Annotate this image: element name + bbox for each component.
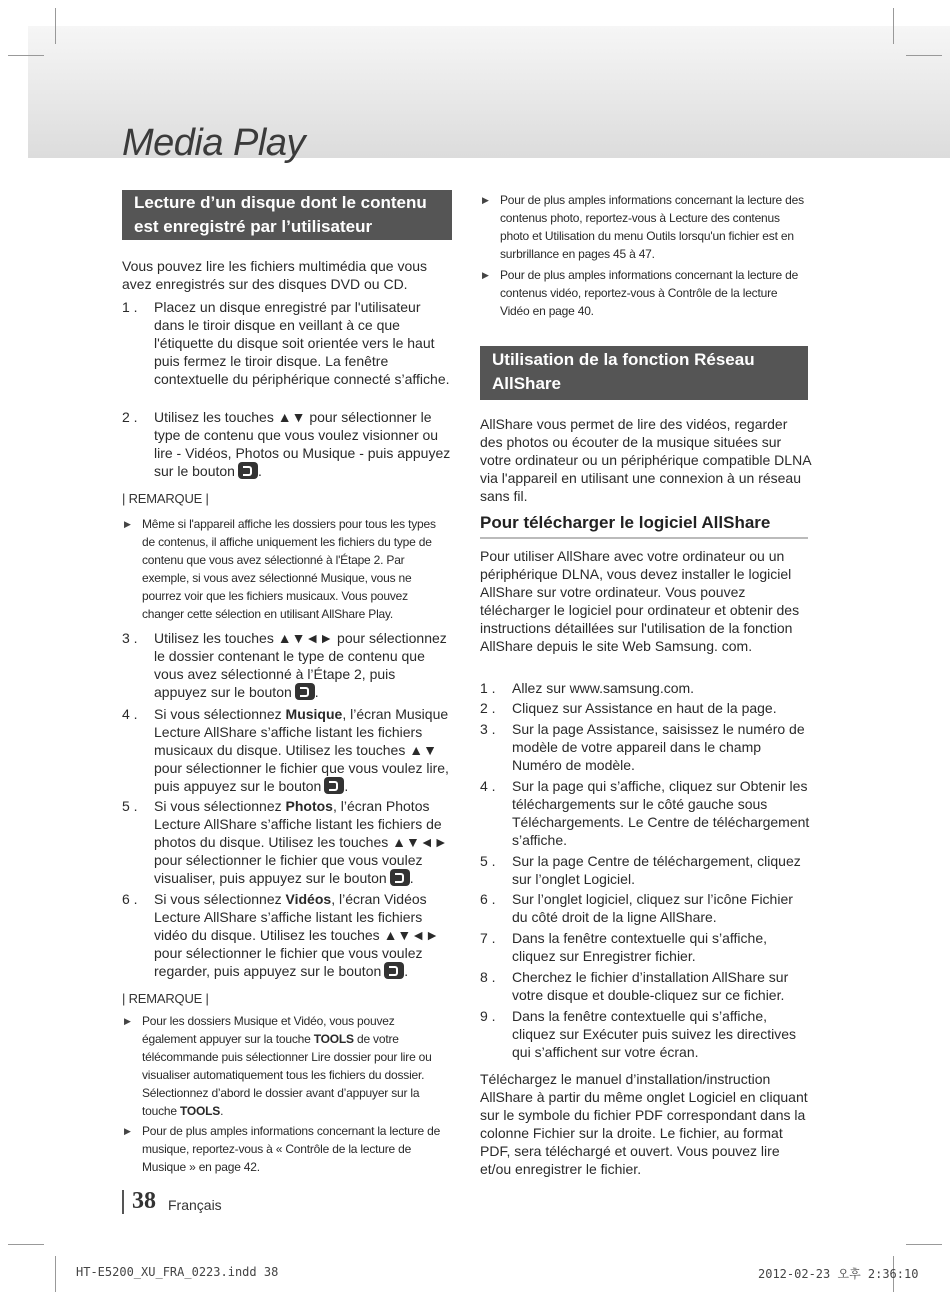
step-text: Cliquez sur Assistance en haut de la page. — [512, 700, 777, 716]
step-number: 4 . — [480, 778, 496, 794]
enter-button-icon — [324, 777, 344, 794]
note-text: Pour de plus amples informations concernant la lecture de contenus vidéo, reportez-vous à Contrôle de la lecture Vidéo en page 40. — [500, 268, 799, 318]
note-item — [482, 191, 808, 265]
triangle-bullet-icon: ▶ — [124, 1016, 131, 1026]
step-3: 3 . Utilisez les touches ▲▼◄► pour sélectionnez le dossier contenant le type de contenu que vous avez sélectionné à l’Étape 2, puis appuyez sur le bouton . — [122, 630, 447, 700]
crop-mark — [906, 55, 942, 56]
closing-paragraph: Téléchargez le manuel d’installation/instruction AllShare à partir du même onglet Logiciel en cliquant sur le symbole du fichier PDF correspondant dans la colonne Fichier sur la droite. Le fichier, au format PDF, sera téléchargé et ouvert. Vous pouvez lire et/ou enregistrer le fichier. — [480, 1071, 808, 1177]
subheading-rule — [480, 537, 808, 539]
step-text: Cherchez le fichier d’installation AllShare sur votre disque et double-cliquez sur ce fichier. — [512, 969, 789, 1003]
note-text: de votre télécommande puis sélectionner Lire dossier pour lire ou visualiser automatiquement tous les fichiers du dossier. Sélectionnez d’abord le dossier avant d’appuyer sur la touche — [142, 1032, 432, 1118]
triangle-bullet-icon: ▶ — [124, 1126, 131, 1136]
step-6: 6 . Si vous sélectionnez Vidéos, l’écran Vidéos Lecture AllShare s’affiche listant les fichiers vidéo du disque. Utilisez les touches ▲▼◄► pour sélectionner le fichier que vous voulez regarder, puis appuyez sur le bouton . — [122, 891, 439, 979]
section-heading-line-2: est enregistré par l’utilisateur — [134, 217, 373, 236]
section-heading-user-disc — [122, 190, 452, 240]
step-number: 8 . — [480, 969, 496, 985]
step-number: 3 . — [122, 630, 138, 646]
note-item — [124, 1122, 450, 1178]
step-text: Utilisez les touches ▲▼ pour sélectionner le type de contenu que vous voulez visionner ou lire - Vidéos, Photos ou Musique - puis appuyez sur le bouton — [154, 409, 451, 479]
step-text: Placez un disque enregistré par l'utilisateur dans le tiroir disque en veillant à ce que l'étiquette du disque soit orientée vers le haut puis fermez le tiroir disque. La fenêtre contextuelle du périphérique connecté s’affiche. — [154, 299, 450, 387]
section-heading-line-2: AllShare — [492, 374, 561, 393]
step-number: 7 . — [480, 930, 496, 946]
step-number: 1 . — [122, 299, 138, 315]
step-text: Si vous sélectionnez — [154, 891, 286, 907]
crop-mark — [906, 1244, 942, 1245]
step-1 — [122, 298, 452, 406]
crop-mark — [55, 1256, 56, 1292]
step-number: 5 . — [122, 798, 138, 814]
enter-button-icon — [384, 962, 404, 979]
step-bold-term: Musique — [285, 706, 343, 722]
print-date-info: 2012-02-23 오후 2:36:10 — [758, 1267, 919, 1281]
download-step-9 — [480, 1007, 812, 1063]
crop-mark — [8, 55, 44, 56]
step-text: Sur la page Assistance, saisissez le numéro de modèle de votre appareil dans le champ Numéro de modèle. — [512, 721, 805, 773]
download-step-7 — [480, 929, 812, 967]
step-number: 6 . — [122, 891, 138, 907]
enter-button-icon — [238, 462, 258, 479]
download-step-4 — [480, 777, 812, 851]
step-number: 9 . — [480, 1008, 496, 1024]
allshare-intro-paragraph: AllShare vous permet de lire des vidéos, regarder des photos ou écouter de la musique situées sur votre ordinateur ou un périphérique compatible DLNA via l'appareil en utilisant une connexion à un réseau sans fil. — [480, 416, 811, 504]
crop-mark — [8, 1244, 44, 1245]
step-2: 2 . Utilisez les touches ▲▼ pour sélectionner le type de contenu que vous voulez visionner ou lire - Vidéos, Photos ou Musique - puis appuyez sur le bouton . — [122, 409, 451, 479]
remark-label: | REMARQUE | — [122, 991, 209, 1006]
step-number: 3 . — [480, 721, 496, 737]
step-number: 6 . — [480, 891, 496, 907]
page-number-bar — [122, 1190, 124, 1214]
note-item — [124, 515, 450, 625]
step-text: Sur l’onglet logiciel, cliquez sur l’icône Fichier du côté droit de la ligne AllShare. — [512, 891, 793, 925]
download-step-5 — [480, 852, 812, 890]
step-bold-term: Vidéos — [285, 891, 332, 907]
download-step-8 — [480, 968, 812, 1006]
step-number: 2 . — [480, 700, 496, 716]
page-title: Media Play — [122, 122, 305, 164]
page-number: 38 — [132, 1188, 156, 1214]
step-text: Sur la page qui s’affiche, cliquez sur Obtenir les téléchargements sur le côté gauche sous Téléchargements. Le Centre de téléchargement s’affiche. — [512, 778, 810, 848]
section-heading-line-1: Lecture d’un disque dont le contenu — [134, 193, 427, 212]
note-text: Pour de plus amples informations concernant la lecture des contenus photo, reportez-vous à Lecture des contenus photo et Utilisation du menu Outils lorsqu'un fichier est en surbrillance en pages 45 à 47. — [500, 193, 804, 261]
step-bold-term: Photos — [285, 798, 333, 814]
triangle-bullet-icon: ▶ — [124, 519, 131, 529]
step-number: 2 . — [122, 409, 138, 425]
note-item — [124, 1012, 450, 1122]
download-step-3 — [480, 720, 812, 776]
step-number: 5 . — [480, 853, 496, 869]
crop-mark — [55, 8, 56, 44]
enter-button-icon — [390, 869, 410, 886]
crop-mark — [893, 8, 894, 44]
enter-button-icon — [295, 683, 315, 700]
note-text: Pour les dossiers Musique et Vidéo, vous pouvez également appuyer sur la touche — [142, 1014, 395, 1046]
triangle-bullet-icon: ▶ — [482, 195, 489, 205]
print-file-info: HT-E5200_XU_FRA_0223.indd 38 — [76, 1265, 279, 1279]
section-heading-allshare — [480, 346, 808, 400]
section-heading-line-1: Utilisation de la fonction Réseau — [492, 350, 755, 369]
download-step-1 — [480, 679, 812, 697]
triangle-bullet-icon: ▶ — [482, 270, 489, 280]
download-step-6 — [480, 890, 812, 928]
step-number: 1 . — [480, 680, 496, 696]
step-text: , l’écran Photos Lecture AllShare s’affiche listant les fichiers de photos du disque. Utilisez les touches ▲▼◄► pour sélectionner le fichier que vous voulez visualiser, puis appuyez sur le bouton — [154, 798, 448, 886]
download-step-2 — [480, 699, 812, 717]
step-text: Dans la fenêtre contextuelle qui s’affiche, cliquez sur Exécuter puis suivez les directives qui s’affichent sur votre écran. — [512, 1008, 797, 1060]
step-text: Si vous sélectionnez — [154, 706, 286, 722]
step-5: 5 . Si vous sélectionnez Photos, l’écran Photos Lecture AllShare s’affiche listant les fichiers de photos du disque. Utilisez les touches ▲▼◄► pour sélectionner le fichier que vous voulez visualiser, puis appuyez sur le bouton . — [122, 798, 448, 886]
subheading-download: Pour télécharger le logiciel AllShare — [480, 513, 771, 532]
step-text: Sur la page Centre de téléchargement, cliquez sur l’onglet Logiciel. — [512, 853, 801, 887]
tools-key-label: TOOLS — [313, 1032, 354, 1046]
tools-key-label: TOOLS — [179, 1104, 221, 1118]
step-4: 4 . Si vous sélectionnez Musique, l’écran Musique Lecture AllShare s’affiche listant les fichiers musicaux du disque. Utilisez les touches ▲▼ pour sélectionner le fichier que vous voulez lire, puis appuyez sur le bouton . — [122, 706, 449, 794]
step-text: , l’écran Musique Lecture AllShare s’affiche listant les fichiers musicaux du disque. Utilisez les touches ▲▼ pour sélectionner le fichier que vous voulez lire, puis appuyez sur le bouton — [154, 706, 449, 794]
step-number: 4 . — [122, 706, 138, 722]
note-text: . — [220, 1104, 224, 1118]
intro-paragraph: Vous pouvez lire les fichiers multimédia que vous avez enregistrés sur des disques DVD ou CD. — [122, 258, 428, 292]
step-text: , l’écran Vidéos Lecture AllShare s’affiche listant les fichiers vidéo du disque. Utilisez les touches ▲▼◄► pour sélectionner le fichier que vous voulez regarder, puis appuyez sur le bouton — [154, 891, 439, 979]
page-language: Français — [168, 1197, 222, 1213]
note-text: Pour de plus amples informations concernant la lecture de musique, reportez-vous à « Contrôle de la lecture de Musique » en page 42. — [142, 1124, 441, 1174]
step-text: Si vous sélectionnez — [154, 798, 286, 814]
note-text: Même si l'appareil affiche les dossiers pour tous les types de contenus, il affiche uniquement les fichiers du type de contenu que vous avez sélectionné à l'Étape 2. Par exemple, si vous avez sélectionné Musique, vous ne pourrez voir que les fichiers musicaux. Vous pouvez changer cette sélection en utilisant AllShare Play. — [142, 517, 436, 621]
remark-label: | REMARQUE | — [122, 491, 209, 506]
download-intro-paragraph: Pour utiliser AllShare avec votre ordinateur ou un périphérique DLNA, vous devez installer le logiciel AllShare sur votre ordinateur. Vous pouvez télécharger le logiciel pour ordinateur et obtenir des instructions détaillées sur l'utilisation de la fonction AllShare depuis le site Web Samsung. com. — [480, 548, 800, 654]
step-text: Allez sur www.samsung.com. — [512, 680, 695, 696]
note-item — [482, 266, 808, 322]
step-text: Utilisez les touches ▲▼◄► pour sélectionnez le dossier contenant le type de contenu que vous avez sélectionné à l’Étape 2, puis appuyez sur le bouton — [154, 630, 447, 700]
step-text: Dans la fenêtre contextuelle qui s’affiche, cliquez sur Enregistrer fichier. — [512, 930, 768, 964]
